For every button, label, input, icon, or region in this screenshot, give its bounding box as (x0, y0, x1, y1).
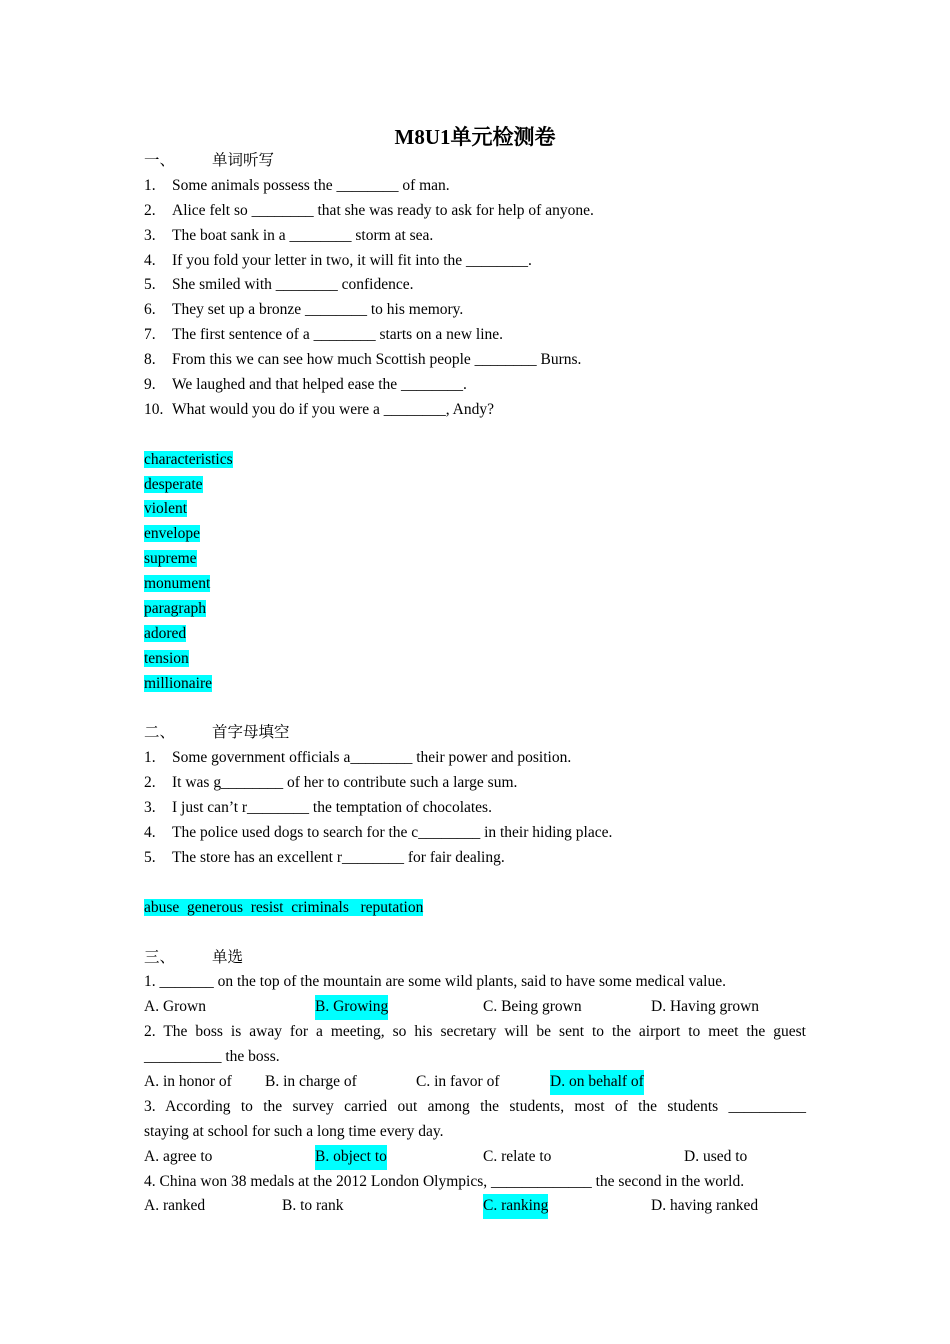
question-item: 9. We laughed and that helped ease the ________. (144, 376, 467, 394)
question-stem: 4. China won 38 medals at the 2012 London Olympics, _____________ the second in the world. (144, 1172, 745, 1190)
question-item: 3. The boat sank in a ________ storm at sea. (144, 226, 434, 244)
question-stem: 3. According to the survey carried out among the students, most of the students __________ (144, 1097, 806, 1115)
option-c-answer: C. ranking (483, 1194, 548, 1219)
answer-word: monument (144, 575, 211, 593)
section-number: 三、 (144, 948, 176, 966)
answer-word: envelope (144, 525, 200, 543)
question-item: 1. Some animals possess the ________ of man. (144, 176, 450, 194)
option-d: D. used to (684, 1147, 748, 1165)
option-row (144, 995, 806, 1020)
question-item: 5. The store has an excellent r________ for fair dealing. (144, 848, 505, 866)
section-number: 二、 (144, 724, 176, 742)
question-stem-cont: __________ the boss. (144, 1048, 280, 1066)
question-item: 1. Some government officials a________ their power and position. (144, 749, 572, 767)
option-c: C. Being grown (483, 998, 582, 1016)
answer-word: paragraph (144, 600, 206, 618)
question-stem: 2. The boss is away for a meeting, so his secretary will be sent to the airport to meet the guest (144, 1023, 806, 1041)
page-title: M8U1单元检测卷 (394, 125, 556, 149)
question-item: 3. I just can’t r________ the temptation of chocolates. (144, 799, 492, 817)
option-c: C. in favor of (416, 1072, 500, 1090)
option-a: A. ranked (144, 1197, 206, 1215)
option-a: A. in honor of (144, 1072, 232, 1090)
option-b: B. to rank (282, 1197, 344, 1215)
option-b-answer: B. object to (315, 1145, 387, 1170)
section-heading-2 (144, 721, 806, 746)
answer-line: abuse generous resist criminals reputation (144, 898, 424, 916)
answer-word: adored (144, 624, 187, 642)
answer-word: violent (144, 500, 188, 518)
section-heading-3 (144, 946, 806, 971)
option-a: A. agree to (144, 1147, 213, 1165)
option-b-answer: B. Growing (315, 995, 388, 1020)
answer-word: tension (144, 649, 189, 667)
answer-word: millionaire (144, 674, 213, 692)
option-a: A. Grown (144, 998, 206, 1016)
question-item: 2. It was g________ of her to contribute such a large sum. (144, 774, 518, 792)
question-item: 2. Alice felt so ________ that she was ready to ask for help of anyone. (144, 201, 594, 219)
question-stem-cont: staying at school for such a long time every day. (144, 1122, 444, 1140)
section-title: 单词听写 (212, 152, 275, 169)
option-d: D. having ranked (651, 1197, 759, 1215)
question-item: 4. If you fold your letter in two, it will fit into the ________. (144, 251, 532, 269)
document-body (144, 149, 806, 1219)
option-d: D. Having grown (651, 998, 760, 1016)
question-item: 5. She smiled with ________ confidence. (144, 276, 414, 294)
question-item: 10. What would you do if you were a ________, Andy? (144, 400, 494, 418)
option-row (144, 1070, 806, 1095)
answer-word: supreme (144, 550, 197, 568)
option-row (144, 1145, 806, 1170)
section-number: 一、 (144, 152, 176, 169)
section-heading-1 (144, 149, 806, 174)
option-row (144, 1194, 806, 1219)
question-stem: 1. _______ on the top of the mountain are some wild plants, said to have some medical value. (144, 973, 726, 991)
option-c: C. relate to (483, 1147, 552, 1165)
answer-word: desperate (144, 475, 203, 493)
question-item: 4. The police used dogs to search for the c________ in their hiding place. (144, 824, 613, 842)
option-d-answer: D. on behalf of (550, 1070, 644, 1095)
question-item: 8. From this we can see how much Scottish people ________ Burns. (144, 351, 582, 369)
section-title: 首字母填空 (212, 724, 290, 742)
answer-word: characteristics (144, 450, 233, 468)
question-item: 7. The first sentence of a ________ starts on a new line. (144, 326, 504, 344)
section-title: 单选 (212, 948, 244, 966)
option-b: B. in charge of (265, 1072, 357, 1090)
question-item: 6. They set up a bronze ________ to his memory. (144, 301, 464, 319)
